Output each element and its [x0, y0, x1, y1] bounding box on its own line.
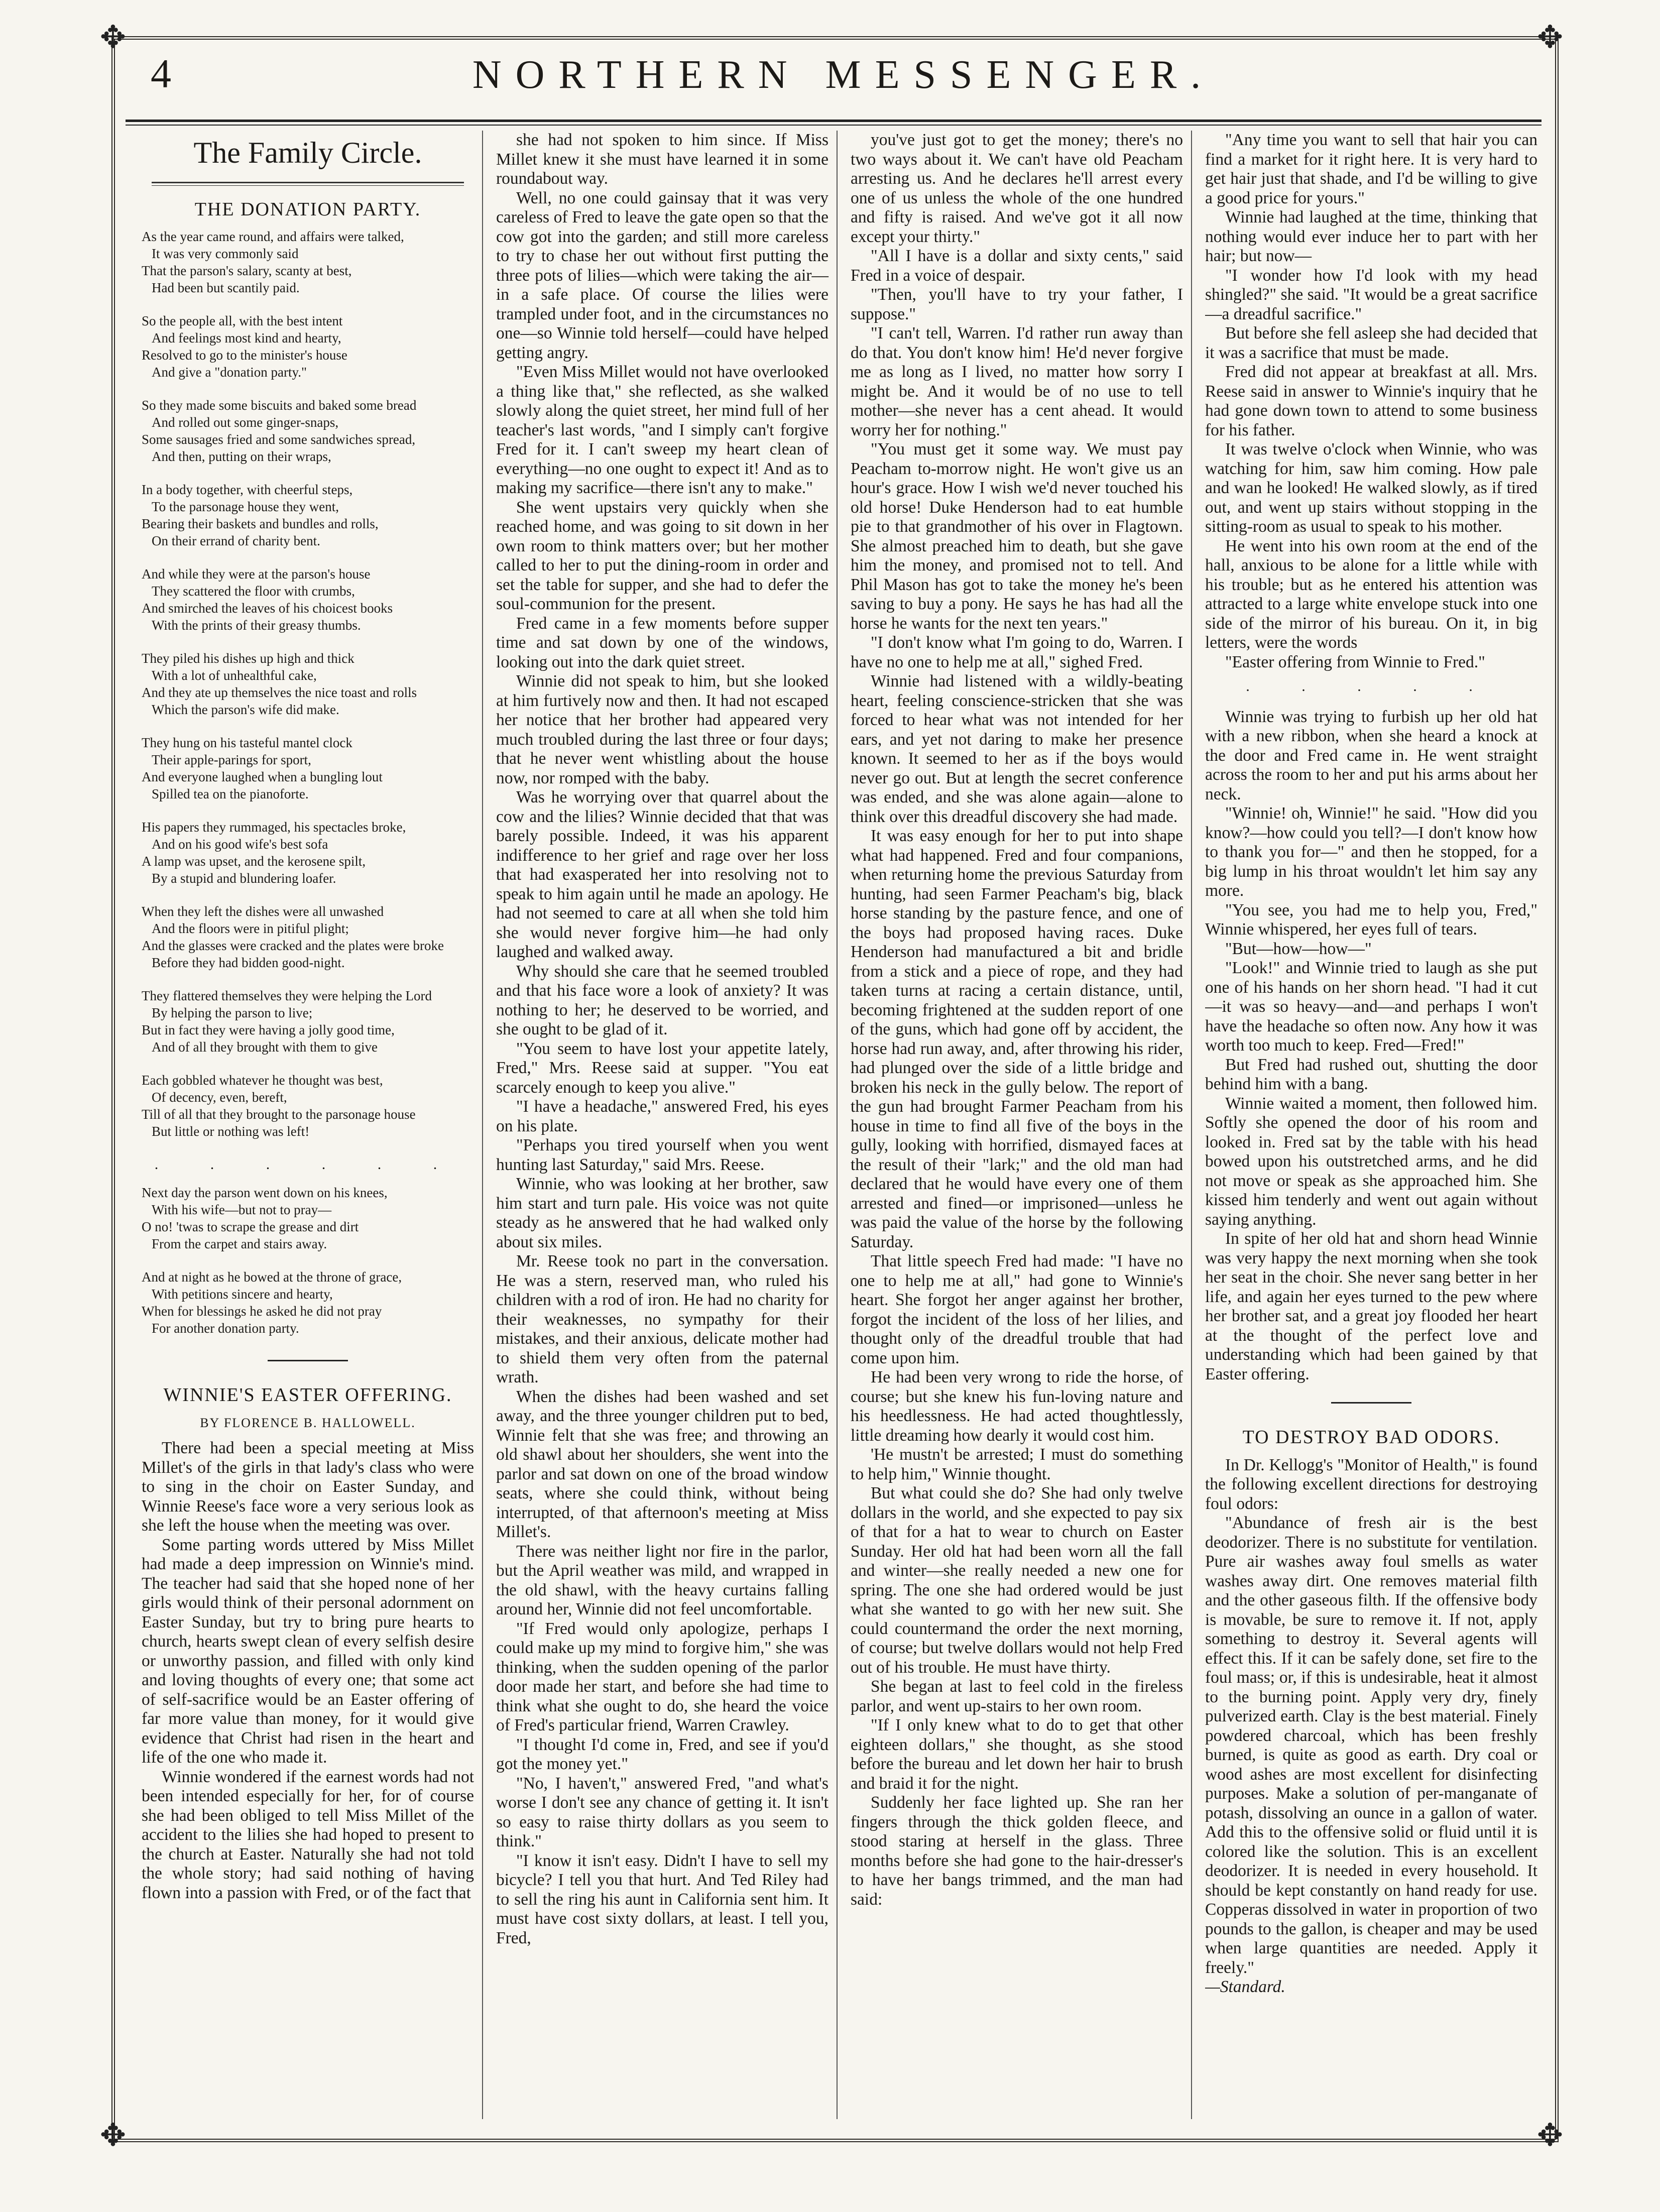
- paragraph: "I have a headache," answered Fred, his eyes on his plate.: [496, 1097, 828, 1135]
- poem-body: [142, 228, 474, 1337]
- story-title: WINNIE'S EASTER OFFERING.: [163, 1384, 452, 1406]
- masthead-rule: [126, 120, 1542, 126]
- masthead: [151, 46, 1536, 122]
- poem-line: Which the parson's wife did make.: [152, 702, 339, 717]
- paragraph: Some parting words uttered by Miss Millet had made a deep impression on Winnie's mind. The teacher had said that she hoped none of her girls would think of their personal adornment on Easter Sunday, but try to bring pure hearts to church, hearts swept clean of every selfish desire or unworthy passion, and filled with only kind and loving thoughts of every one; that some act of self-sacrifice would be an Easter offering of far more value than money, for it would give evidence that Christ had risen in the heart and life of the one who made it.: [142, 1535, 474, 1767]
- poem-line: From the carpet and stairs away.: [152, 1236, 327, 1251]
- paragraph: "Then, you'll have to try your father, I suppose.": [851, 285, 1183, 323]
- column-4: [1205, 131, 1537, 2119]
- paragraph: Winnie did not speak to him, but she looked at him furtively now and then. It had not escaped her notice that her brother had appeared very much troubled during the last three or four days; that he never went whistling about the house now, nor romped with the baby.: [496, 672, 828, 787]
- poem-line: To the parsonage house they went,: [152, 499, 339, 514]
- paragraph: Winnie waited a moment, then followed him. Softly she opened the door of his room and looked in. Fred sat by the table with his head bowed upon his outstretched arms, and he did not move or speak as she approached him. She kissed him tenderly and went out again without saying anything.: [1205, 1094, 1537, 1229]
- paragraph: Winnie was trying to furbish up her old hat with a new ribbon, when she heard a knock at the door and Fred came in. He went straight across the room to her and put his arms about her neck.: [1205, 707, 1537, 803]
- column-1: [142, 131, 483, 2119]
- poem-line: That the parson's salary, scanty at best,: [142, 263, 352, 278]
- department-title: The Family Circle.: [193, 136, 422, 169]
- poem-stanza: [142, 650, 474, 718]
- paragraph: "Winnie! oh, Winnie!" he said. "How did you know?—how could you tell?—I don't know how to thank you for—" and then he stopped, for a big lump in his throat wouldn't let him say any more.: [1205, 804, 1537, 900]
- paragraph: Suddenly her face lighted up. She ran her fingers through the thick golden fleece, and stood staring at herself in the glass. Three months before she had gone to the hair-dresser's to have her bangs trimmed, and the man had said:: [851, 1793, 1183, 1909]
- section-divider: [142, 1353, 474, 1372]
- paragraph: "All I have is a dollar and sixty cents," said Fred in a voice of despair.: [851, 247, 1183, 285]
- paragraph: Winnie had laughed at the time, thinking that nothing would ever induce her to part with her hair; but now—: [1205, 208, 1537, 265]
- poem-line: In a body together, with cheerful steps,: [142, 482, 353, 497]
- poem-line: And rolled out some ginger-snaps,: [152, 415, 339, 430]
- corner-ornament-top-left: ✥: [100, 21, 126, 55]
- paragraph: She began at last to feel cold in the fireless parlor, and went up-stairs to her own room.: [851, 1677, 1183, 1715]
- paragraph: She went upstairs very quickly when she reached home, and was going to sit down in her own room to think matters over; but her mother called to her to put the dining-room in order and set the table for supper, and she had to defer the soul-communion for the present.: [496, 498, 828, 613]
- paragraph: But before she fell asleep she had decided that it was a sacrifice that must be made.: [1205, 324, 1537, 362]
- poem-line: With his wife—but not to pray—: [152, 1202, 332, 1217]
- story-text-col2: [496, 131, 828, 1948]
- newspaper-title: NORTHERN MESSENGER.: [472, 53, 1215, 97]
- story-text-col4-continued: [1205, 708, 1537, 1384]
- paragraph: "But—how—how—": [1225, 939, 1372, 958]
- poem-stanza: [142, 1184, 474, 1252]
- paragraph: "If Fred would only apologize, perhaps I could make up my mind to forgive him," she was thinking, when the sudden opening of the parlor door made her start, and before she had time to think what she ought to do, she heard the voice of Fred's particular friend, Warren Crawley.: [496, 1619, 828, 1734]
- poem-line: Each gobbled whatever he thought was best,: [142, 1073, 383, 1088]
- poem-line: And the glasses were cracked and the plates were broke: [142, 938, 444, 953]
- paragraph: "I can't tell, Warren. I'd rather run away than do that. You don't know him! He'd never forgive me as long as I lived, no matter how sorry I might be. And it would be of no use to tell mother—she never has a cent ahead. It would worry her for nothing.": [851, 324, 1183, 439]
- poem-line: It was very commonly said: [152, 246, 299, 261]
- title-rule: [152, 182, 464, 186]
- poem-line: And they ate up themselves the nice toast and rolls: [142, 685, 417, 700]
- paragraph: Fred came in a few moments before supper time and sat down by one of the windows, looking out into the dark quiet street.: [496, 614, 828, 671]
- paragraph: But Fred had rushed out, shutting the door behind him with a bang.: [1205, 1055, 1537, 1093]
- paragraph: In Dr. Kellogg's "Monitor of Health," is found the following excellent directions for destroying foul odors:: [1205, 1455, 1537, 1513]
- poem-line: And then, putting on their wraps,: [152, 449, 331, 464]
- poem-line: O no! 'twas to scrape the grease and dirt: [142, 1219, 359, 1234]
- poem-line: Had been but scantily paid.: [152, 280, 300, 295]
- poem-section-break: . . . . . .: [154, 1156, 461, 1173]
- paragraph: Winnie, who was looking at her brother, saw him start and turn pale. His voice was not quite steady as he answered that he had walked only about six miles.: [496, 1175, 828, 1251]
- paragraph: you've just got to get the money; there's no two ways about it. We can't have old Peacham arresting us. And he declares he'll arrest every one of us unless the whole of the one hundred and fifty is raised. And we've got it all now except your thirty.": [851, 131, 1183, 246]
- corner-ornament-bottom-right: ✥: [1537, 2119, 1563, 2153]
- poem-line: Of decency, even, bereft,: [152, 1090, 287, 1105]
- story-text-col4: [1205, 131, 1537, 672]
- poem-line: They scattered the floor with crumbs,: [152, 584, 355, 599]
- poem-line: Spilled tea on the pianoforte.: [152, 786, 309, 801]
- paragraph: "Easter offering from Winnie to Fred.": [1225, 652, 1485, 671]
- poem-stanza: [142, 819, 474, 887]
- paragraph: Well, no one could gainsay that it was very careless of Fred to leave the gate open so that the cow got into the garden; and still more careless to try to chase her out without first putting the three pots of lilies—which were taking the air—in a safe place. Of course the lilies were trampled under foot, and in the circumstances no one—so Winnie told herself—could have helped getting angry.: [496, 188, 828, 362]
- poem-line: And on his good wife's best sofa: [152, 837, 328, 852]
- poem-line: And the floors were in pitiful plight;: [152, 921, 349, 936]
- paragraph: "You see, you had me to help you, Fred," Winnie whispered, her eyes full of tears.: [1205, 900, 1537, 939]
- paragraph: "You seem to have lost your appetite lately, Fred," Mrs. Reese said at supper. "You eat scarcely enough to keep you alive.": [496, 1039, 828, 1097]
- poem-line: And everyone laughed when a bungling lout: [142, 769, 383, 784]
- poem-line: And of all they brought with them to give: [152, 1039, 378, 1055]
- poem-line: And smirched the leaves of his choicest books: [142, 601, 393, 616]
- poem-line: When they left the dishes were all unwashed: [142, 904, 384, 919]
- paragraph: "I know it isn't easy. Didn't I have to sell my bicycle? I tell you that hurt. And Ted Riley had to sell the ring his aunt in California sent him. It must have cost sixty dollars, at least. I tell you, Fred,: [496, 1851, 828, 1947]
- poem-title: THE DONATION PARTY.: [194, 199, 421, 220]
- poem-line: When for blessings he asked he did not pray: [142, 1304, 382, 1319]
- paragraph: When the dishes had been washed and set away, and the three younger children put to bed, Winnie felt that she was free; and throwing an old shawl about her shoulders, she went into the parlor and sat down on one of the broad window seats, where she could think, without being interrupted, of that afternoon's meeting at Miss Millet's.: [496, 1387, 828, 1541]
- story-text-col1: [142, 1439, 474, 1903]
- paragraph: Winnie had listened with a wildly-beating heart, feeling conscience-stricken that she was forced to hear what was not intended for her ears, and yet not daring to make her presence known. It seemed to her as if the boys would never go out. But at length the secret conference was ended, and she was alone again—alone to think over this dreadful discovery she had made.: [851, 672, 1183, 826]
- poem-line: And at night as he bowed at the throne of grace,: [142, 1269, 402, 1285]
- paragraph: There had been a special meeting at Miss Millet's of the girls in that lady's class who were to sing in the choir on Easter Sunday, and Winnie Reese's face wore a very serious look as she left the house when the meeting was over.: [142, 1439, 474, 1535]
- poem-line: They hung on his tasteful mantel clock: [142, 735, 352, 750]
- poem-line: Resolved to go to the minister's house: [142, 347, 347, 363]
- poem-line: Bearing their baskets and bundles and rolls,: [142, 516, 379, 531]
- poem-stanza: [142, 228, 474, 296]
- section-break-dots: . . . . .: [1246, 678, 1497, 694]
- corner-ornament-top-right: ✥: [1537, 21, 1563, 55]
- paragraph: Mr. Reese took no part in the conversation. He was a stern, reserved man, who ruled his children with a rod of iron. He had no charity for their weaknesses, no sympathy for their mistakes, and their anxious, delicate mother had to shield them very often from the paternal wrath.: [496, 1252, 828, 1386]
- paragraph: "I thought I'd come in, Fred, and see if you'd got the money yet.": [496, 1735, 828, 1773]
- poem-line: Before they had bidden good-night.: [152, 955, 345, 970]
- paragraph: "No, I haven't," answered Fred, "and what's worse I don't see any chance of getting it. It isn't so easy to raise thirty dollars as you seem to think.": [496, 1774, 828, 1850]
- paragraph: "I wonder how I'd look with my head shingled?" she said. "It would be a great sacrifice—a dreadful sacrifice.": [1205, 266, 1537, 323]
- poem-line: For another donation party.: [152, 1321, 299, 1336]
- page-columns: [142, 131, 1537, 2119]
- odors-text: [1205, 1456, 1537, 1978]
- poem-stanza: [142, 734, 474, 802]
- poem-line: With the prints of their greasy thumbs.: [152, 618, 361, 633]
- poem-stanza: [142, 481, 474, 549]
- poem-stanza: [142, 565, 474, 634]
- paragraph: "I don't know what I'm going to do, Warren. I have no one to help me at all," sighed Fred.: [851, 633, 1183, 671]
- paragraph: "Abundance of fresh air is the best deodorizer. There is no substitute for ventilation. Pure air washes away foul smells as water washes away dirt. One removes material filth and the other gaseous filth. If the offensive body is movable, be sure to remove it. If not, apply something to destroy it. Several agents will effect this. If it can be safely done, set fire to the foul mass; or, if this is undesirable, heat it almost to the burning point. Apply very dry, finely pulverized earth. Clay is the best material. Finely powdered charcoal, which has been freshly burned, is quite as good as earth. Dry coal or wood ashes are most excellent for disinfecting purposes. Make a solution of per-manganate of potash, dissolving an ounce in a gallon of water. Add this to the offensive solid or fluid until it is colored like the solution. This is an excellent deodorizer. It is needed in every household. It should be kept constantly on hand ready for use. Copperas dissolved in water in proportion of two pounds to the gallon, is cheaper and may be used when large quantities are needed. Apply it freely.": [1205, 1514, 1537, 1977]
- poem-line: As the year came round, and affairs were talked,: [142, 229, 404, 244]
- poem-line: And give a "donation party.": [152, 365, 307, 380]
- poem-stanza: [142, 903, 474, 971]
- corner-ornament-bottom-left: ✥: [100, 2119, 126, 2153]
- paragraph: It was easy enough for her to put into shape what had happened. Fred and four companions, when returning home the previous Saturday from hunting, had seen Farmer Peacham's big, black horse standing by the pasture fence, and one of the boys had proposed having races. Duke Henderson had manufactured a bit and bridle from a stick and a piece of rope, and they had taken turns at racing a certain distance, until, becoming frightened at the sudden report of one of the guns, which had gone off by accident, the horse had run away, and, after throwing his rider, had plunged over the side of a little bridge and broken his neck in the gully below. The report of the gun had brought Farmer Peacham from his house in time to find all five of the boys in the gully, looking with horrified, dismayed faces at the result of their "lark;" and the old man had declared that he would have every one of them arrested and fined—or imprisoned—unless he was paid the value of the horse by the following Saturday.: [851, 827, 1183, 1251]
- poem-line: On their errand of charity bent.: [152, 533, 320, 548]
- page-number: 4: [151, 51, 171, 96]
- poem-stanza: [142, 1072, 474, 1140]
- paragraph: "If I only knew what to do to get that other eighteen dollars," she thought, as she stood before the bureau and let down her hair to brush and braid it for the night.: [851, 1716, 1183, 1793]
- paragraph: He had been very wrong to ride the horse, of course; but she knew his fun-loving nature and his heedlessness. He had acted thoughtlessly, little dreaming how dearly it would cost him.: [851, 1368, 1183, 1445]
- paragraph: "Even Miss Millet would not have overlooked a thing like that," she reflected, as she walked slowly along the quiet street, her mind full of her teacher's last words, "and I simply can't forgive Fred for it. I can't sweep my heart clean of everything—no one ought to expect it! And as to making my sacrifice—there isn't any to make.": [496, 363, 828, 497]
- poem-line: His papers they rummaged, his spectacles broke,: [142, 820, 406, 835]
- poem-line: And feelings most kind and hearty,: [152, 330, 341, 345]
- story-text-col3: [851, 131, 1183, 1909]
- poem-stanza: [142, 397, 474, 465]
- poem-line: With a lot of unhealthful cake,: [152, 668, 317, 683]
- paragraph: she had not spoken to him since. If Miss Millet knew it she must have learned it in some roundabout way.: [496, 131, 828, 188]
- poem-line: But little or nothing was left!: [152, 1124, 310, 1139]
- paragraph: 'He mustn't be arrested; I must do something to help him," Winnie thought.: [851, 1445, 1183, 1483]
- poem-stanza: [142, 1268, 474, 1337]
- poem-line: By helping the parson to live;: [152, 1005, 313, 1020]
- paragraph: "You must get it some way. We must pay Peacham to-morrow night. He won't give us an hour's grace. How I wish we'd never touched his old horse! Duke Henderson had to eat humble pie to that grandmother of his over in Flagtown. She almost preached him to death, but she gave him the money, and promised not to tell. And Phil Mason has got to take the money he's been saving to buy a pony. He says he has had all the horse he wants for the next ten years.": [851, 440, 1183, 633]
- poem-line: And while they were at the parson's house: [142, 566, 371, 581]
- odors-source: —Standard.: [1205, 1977, 1285, 1996]
- paragraph: "Any time you want to sell that hair you can find a market for it right here. It is very hard to get hair just that shade, and I'd be willing to give a good price for yours.": [1205, 131, 1537, 207]
- section-divider: [1205, 1395, 1537, 1415]
- paragraph: "Look!" and Winnie tried to laugh as she put one of his hands on her shorn head. "I had it cut—it was so heavy—and—and perhaps I won't have the headache so often now. Any how it was worth too much to keep. Fred—Fred!": [1205, 959, 1537, 1055]
- poem-stanza: [142, 987, 474, 1056]
- paragraph: Winnie wondered if the earnest words had not been intended especially for her, for of course she had been obliged to tell Miss Millet of the accident to the lilies she had hoped to present to the church at Easter. Naturally she had not told the whole story; had said nothing of having flown into a passion with Fred, or of the fact that: [142, 1767, 474, 1902]
- poem-line: They piled his dishes up high and thick: [142, 651, 354, 666]
- paragraph: It was twelve o'clock when Winnie, who was watching for him, saw him coming. How pale and wan he looked! He walked slowly, as if tired out, and went up stairs without stopping in the sitting-room as usual to speak to his mother.: [1205, 440, 1537, 536]
- paragraph: But what could she do? She had only twelve dollars in the world, and she expected to pay six of that for a hat to wear to church on Easter Sunday. Her old hat had been worn all the fall and winter—she really needed a new one for spring. The one she had ordered would be just what she wanted to go with her new suit. She could countermand the order the next morning, of course; but twelve dollars would not help Fred out of his trouble. He must have thirty.: [851, 1484, 1183, 1677]
- poem-line: Their apple-parings for sport,: [152, 752, 311, 767]
- paragraph: He went into his own room at the end of the hall, anxious to be alone for a little while with his trouble; but as he entered his attention was attracted to a large white envelope stuck into one side of the mirror of his bureau. On it, in big letters, were the words: [1205, 536, 1537, 652]
- paragraph: Why should she care that he seemed troubled and that his face wore a look of anxiety? It was nothing to her; he deserved to be worried, and she ought to be glad of it.: [496, 962, 828, 1038]
- poem-line: With petitions sincere and hearty,: [152, 1287, 333, 1302]
- poem-line: They flattered themselves they were helping the Lord: [142, 988, 432, 1003]
- odors-title: TO DESTROY BAD ODORS.: [1242, 1426, 1500, 1448]
- story-byline: BY FLORENCE B. HALLOWELL.: [200, 1415, 416, 1430]
- paragraph: Fred did not appear at breakfast at all. Mrs. Reese said in answer to Winnie's inquiry that he had gone down town to attend to some business for his father.: [1205, 363, 1537, 439]
- poem-line: Next day the parson went down on his knees,: [142, 1185, 388, 1200]
- poem-line: So they made some biscuits and baked some bread: [142, 398, 417, 413]
- paragraph: There was neither light nor fire in the parlor, but the April weather was mild, and wrapped in the old shawl, with the heavy curtains falling around her, Winnie did not feel uncomfortable.: [496, 1542, 828, 1618]
- poem-stanza: [142, 312, 474, 381]
- paragraph: That little speech Fred had made: "I have no one to help me at all," had gone to Winnie's heart. She forgot her anger against her brother, forgot the incident of the loss of her lilies, and thought only of the dreadful trouble that had come upon him.: [851, 1252, 1183, 1367]
- paragraph: "Perhaps you tired yourself when you went hunting last Saturday," said Mrs. Reese.: [496, 1136, 828, 1174]
- poem-line: So the people all, with the best intent: [142, 313, 343, 328]
- poem-line: By a stupid and blundering loafer.: [152, 871, 336, 886]
- poem-line: Till of all that they brought to the parsonage house: [142, 1107, 416, 1122]
- column-3: [851, 131, 1192, 2119]
- paragraph: In spite of her old hat and shorn head Winnie was very happy the next morning when she took her seat in the choir. She never sang better in her life, and again her eyes turned to the pew where her brother sat, and a great joy flooded her heart at the thought of the perfect love and understanding which had been gained by that Easter offering.: [1205, 1229, 1537, 1383]
- poem-line: Some sausages fried and some sandwiches spread,: [142, 432, 416, 447]
- paragraph: Was he worrying over that quarrel about the cow and the lilies? Winnie decided that that was barely possible. Indeed, it was his apparent indifference to her grief and rage over her loss that had exasperated her into resolving not to speak to him again until he made an apology. He had not seemed to care at all when she told him she would never forgive him—he had only laughed and walked away.: [496, 788, 828, 961]
- column-2: [496, 131, 838, 2119]
- poem-line: But in fact they were having a jolly good time,: [142, 1022, 395, 1037]
- poem-line: A lamp was upset, and the kerosene spilt,: [142, 854, 366, 869]
